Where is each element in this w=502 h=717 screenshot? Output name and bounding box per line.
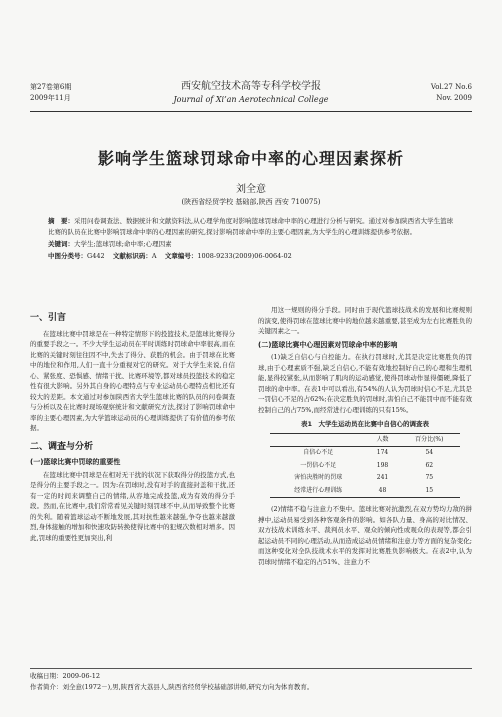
confidence-table	[270, 433, 460, 499]
table-caption: 表1 大学生运动员在比赛中自信心的调查表	[300, 420, 430, 428]
importance-paragraph: 在篮球比赛中罚球是在相对无干扰的状况下获取得分的投篮方式,也是得分的主要手段之一。因为:在罚球时,没有对手的直接封盖和干扰,还有一定的时间来调整自己的情绪,从容地完成投篮,成为有效的得分手段。然而,在比赛中,我们常常看见关键时刻罚球不中,从而导致整个比赛的失利。随着篮球运动不断地发展,其对抗性越来越强,争夺也越来越激烈,身体接触的增加和快速攻防转换使得比赛中的犯规次数相对增多。因此,罚球的重要性更加突出,利	[30, 470, 235, 542]
author-bio: 作者简介：刘全意(1972－),男,陕西省大荔县人,陕西省经贸学校基础部讲师,研究方向为体育教育。	[30, 683, 314, 691]
header-issue-en	[431, 82, 472, 104]
table-header-cell: 人数	[376, 435, 389, 443]
section-heading-survey: 二、调查与分析	[30, 441, 94, 452]
table-header-row	[270, 433, 460, 447]
table-row	[270, 485, 460, 498]
classification-line	[48, 251, 454, 262]
table-cell: 15	[425, 486, 434, 494]
doc-value: A	[151, 252, 157, 260]
doc-label: 文献标识码：	[112, 252, 152, 260]
table-cell: 241	[376, 474, 389, 481]
left-column	[30, 305, 235, 544]
paper-title: 影响学生篮球罚球命中率的心理因素探析	[97, 149, 404, 168]
date-en: Nov. 2009	[436, 94, 472, 102]
cls-value: G442	[87, 252, 105, 260]
journal-name-en: Journal of Xi’an Aerotechnical College	[173, 95, 329, 104]
journal-name-cn: 西安航空技术高等专科学校学报	[181, 81, 321, 92]
intro-paragraph: 在篮球比赛中罚球是在一种特定情形下的投篮技术,是篮球比赛得分的重要手段之一。不少大学生运动员在平时训练时罚球命中率很高,而在比赛的关键时刻往往因不中,失去了得分、获胜的机会。由于罚球在比赛中的地位和作用,人们一直十分重视对它的研究。对于大学生来说,自信心、紧张度、恐惧感、情绪干扰、比赛环境等,都对球员投篮技术的稳定性有很大影响。另外其自身的心理特点与专业运动员心理特点相比还有较大的差距。本文通过对参加陕西省大学生篮球比赛的队员的问卷调查与分析以及在比赛时现场观察统计和文献研究方法,探讨了影响罚球命中率的主要心理因素,为大学篮球运动员的心理训练提供了有价值的参考依据。	[30, 329, 235, 432]
continued-paragraph: 用这一规则的得分手段。同时由于现代篮球技战术的发展和比赛规则的演变,使得罚球在篮球比赛中的地位越来越重要,甚至成为左右比赛胜负的关键因素之一。	[258, 306, 472, 335]
section-heading-intro: 一、引言	[30, 313, 67, 323]
table-cell: 一罚信心不足	[300, 461, 337, 469]
volume-en: Vol.27 No.6	[430, 83, 472, 91]
table-cell: 174	[376, 449, 389, 456]
abstract-text: 采用问卷调查法、数据统计和文献资料法,从心理学角度对影响篮球罚球命中率的心理进行分析与研究。通过对参加陕西省大学生篮球比赛的队员在比赛中影响罚球命中率的心理因素的研究,探讨影响罚球命中率的主要心理因素,为大学生的心理训练提供参考依据。	[48, 217, 454, 236]
cls-label: 中图分类号：	[48, 252, 87, 260]
article-label: 文章编号：	[164, 252, 198, 260]
table-cell: 48	[378, 486, 387, 494]
author-affiliation: (陕西省经贸学校 基础部,陕西 西安 710075)	[181, 198, 321, 206]
volume-cn: 第27卷第6期	[30, 83, 72, 91]
subsection-heading-importance: (一)篮球比赛中罚球的重要性	[30, 458, 121, 466]
right-column	[258, 305, 472, 568]
abstract	[48, 216, 454, 238]
table-cell: 198	[376, 461, 389, 469]
date-cn: 2009年11月	[30, 94, 71, 102]
table-cell: 自信心不足	[303, 449, 334, 456]
abstract-label: 摘 要：	[48, 217, 74, 225]
table-header-cell: 百分比(%)	[415, 435, 444, 443]
table-row	[270, 460, 460, 473]
author-name: 刘全意	[236, 184, 266, 195]
table-header-cell	[270, 433, 366, 447]
table-row	[270, 472, 460, 485]
keywords	[48, 239, 454, 250]
subsection-heading-psychology: (二)篮球比赛中心理因素对罚球命中率的影响	[258, 340, 398, 349]
table-cell: 75	[425, 474, 434, 481]
running-header	[30, 82, 472, 112]
emotion-paragraph: (2)情绪不稳与注意力不集中。篮球比赛对抗激烈,在双方势均力敌的拼搏中,运动员易受到各种客观条件的影响。如各队力量、身高的对比情况、双方技战术训练水平、裁判员水平、观众的倾向性或观众的表现等,都会引起运动员不同的心理活动,从而造成运动员情绪和注意力等方面的复杂变化;而这种变化对全队技战术水平的发挥对比赛胜负影响极大。在表2中,认为罚球时情绪不稳定的占51%、注意力不	[258, 505, 472, 566]
table-row	[270, 447, 460, 460]
table-cell: 经常进行心理训练	[294, 486, 343, 494]
keywords-text: 大学生;篮球罚球;命中率;心理因素	[74, 240, 172, 248]
table-cell: 54	[425, 449, 434, 456]
received-date: 收稿日期：2009-06-12	[30, 672, 100, 680]
confidence-paragraph: (1)缺乏自信心与自控能力。在执行罚球时,尤其是决定比赛胜负的罚球,由于心理素质不强,缺乏自信心,不能有效地控制好自己的心理和生理机能,显得较紧张,从而影响了肌肉的运动感觉,使得罚球动作显得僵硬,降低了罚球的命中率。在表1中可以看出,有54%的人认为罚球时信心不足,尤其是一罚信心不足的占62%;在决定胜负的罚球时,害怕自己不能罚中而不能有效控制自己的占75%,而经常进行心理训练的只有15%。	[258, 353, 472, 414]
article-value: 1008-9233(2009)06-0064-02	[197, 252, 292, 260]
table-cell: 62	[425, 461, 434, 469]
table-cell: 害怕决胜时的罚球	[294, 474, 343, 481]
footnote	[30, 668, 472, 693]
journal-name	[30, 80, 472, 106]
keywords-label: 关键词：	[48, 240, 74, 248]
abstract-block	[48, 216, 454, 263]
